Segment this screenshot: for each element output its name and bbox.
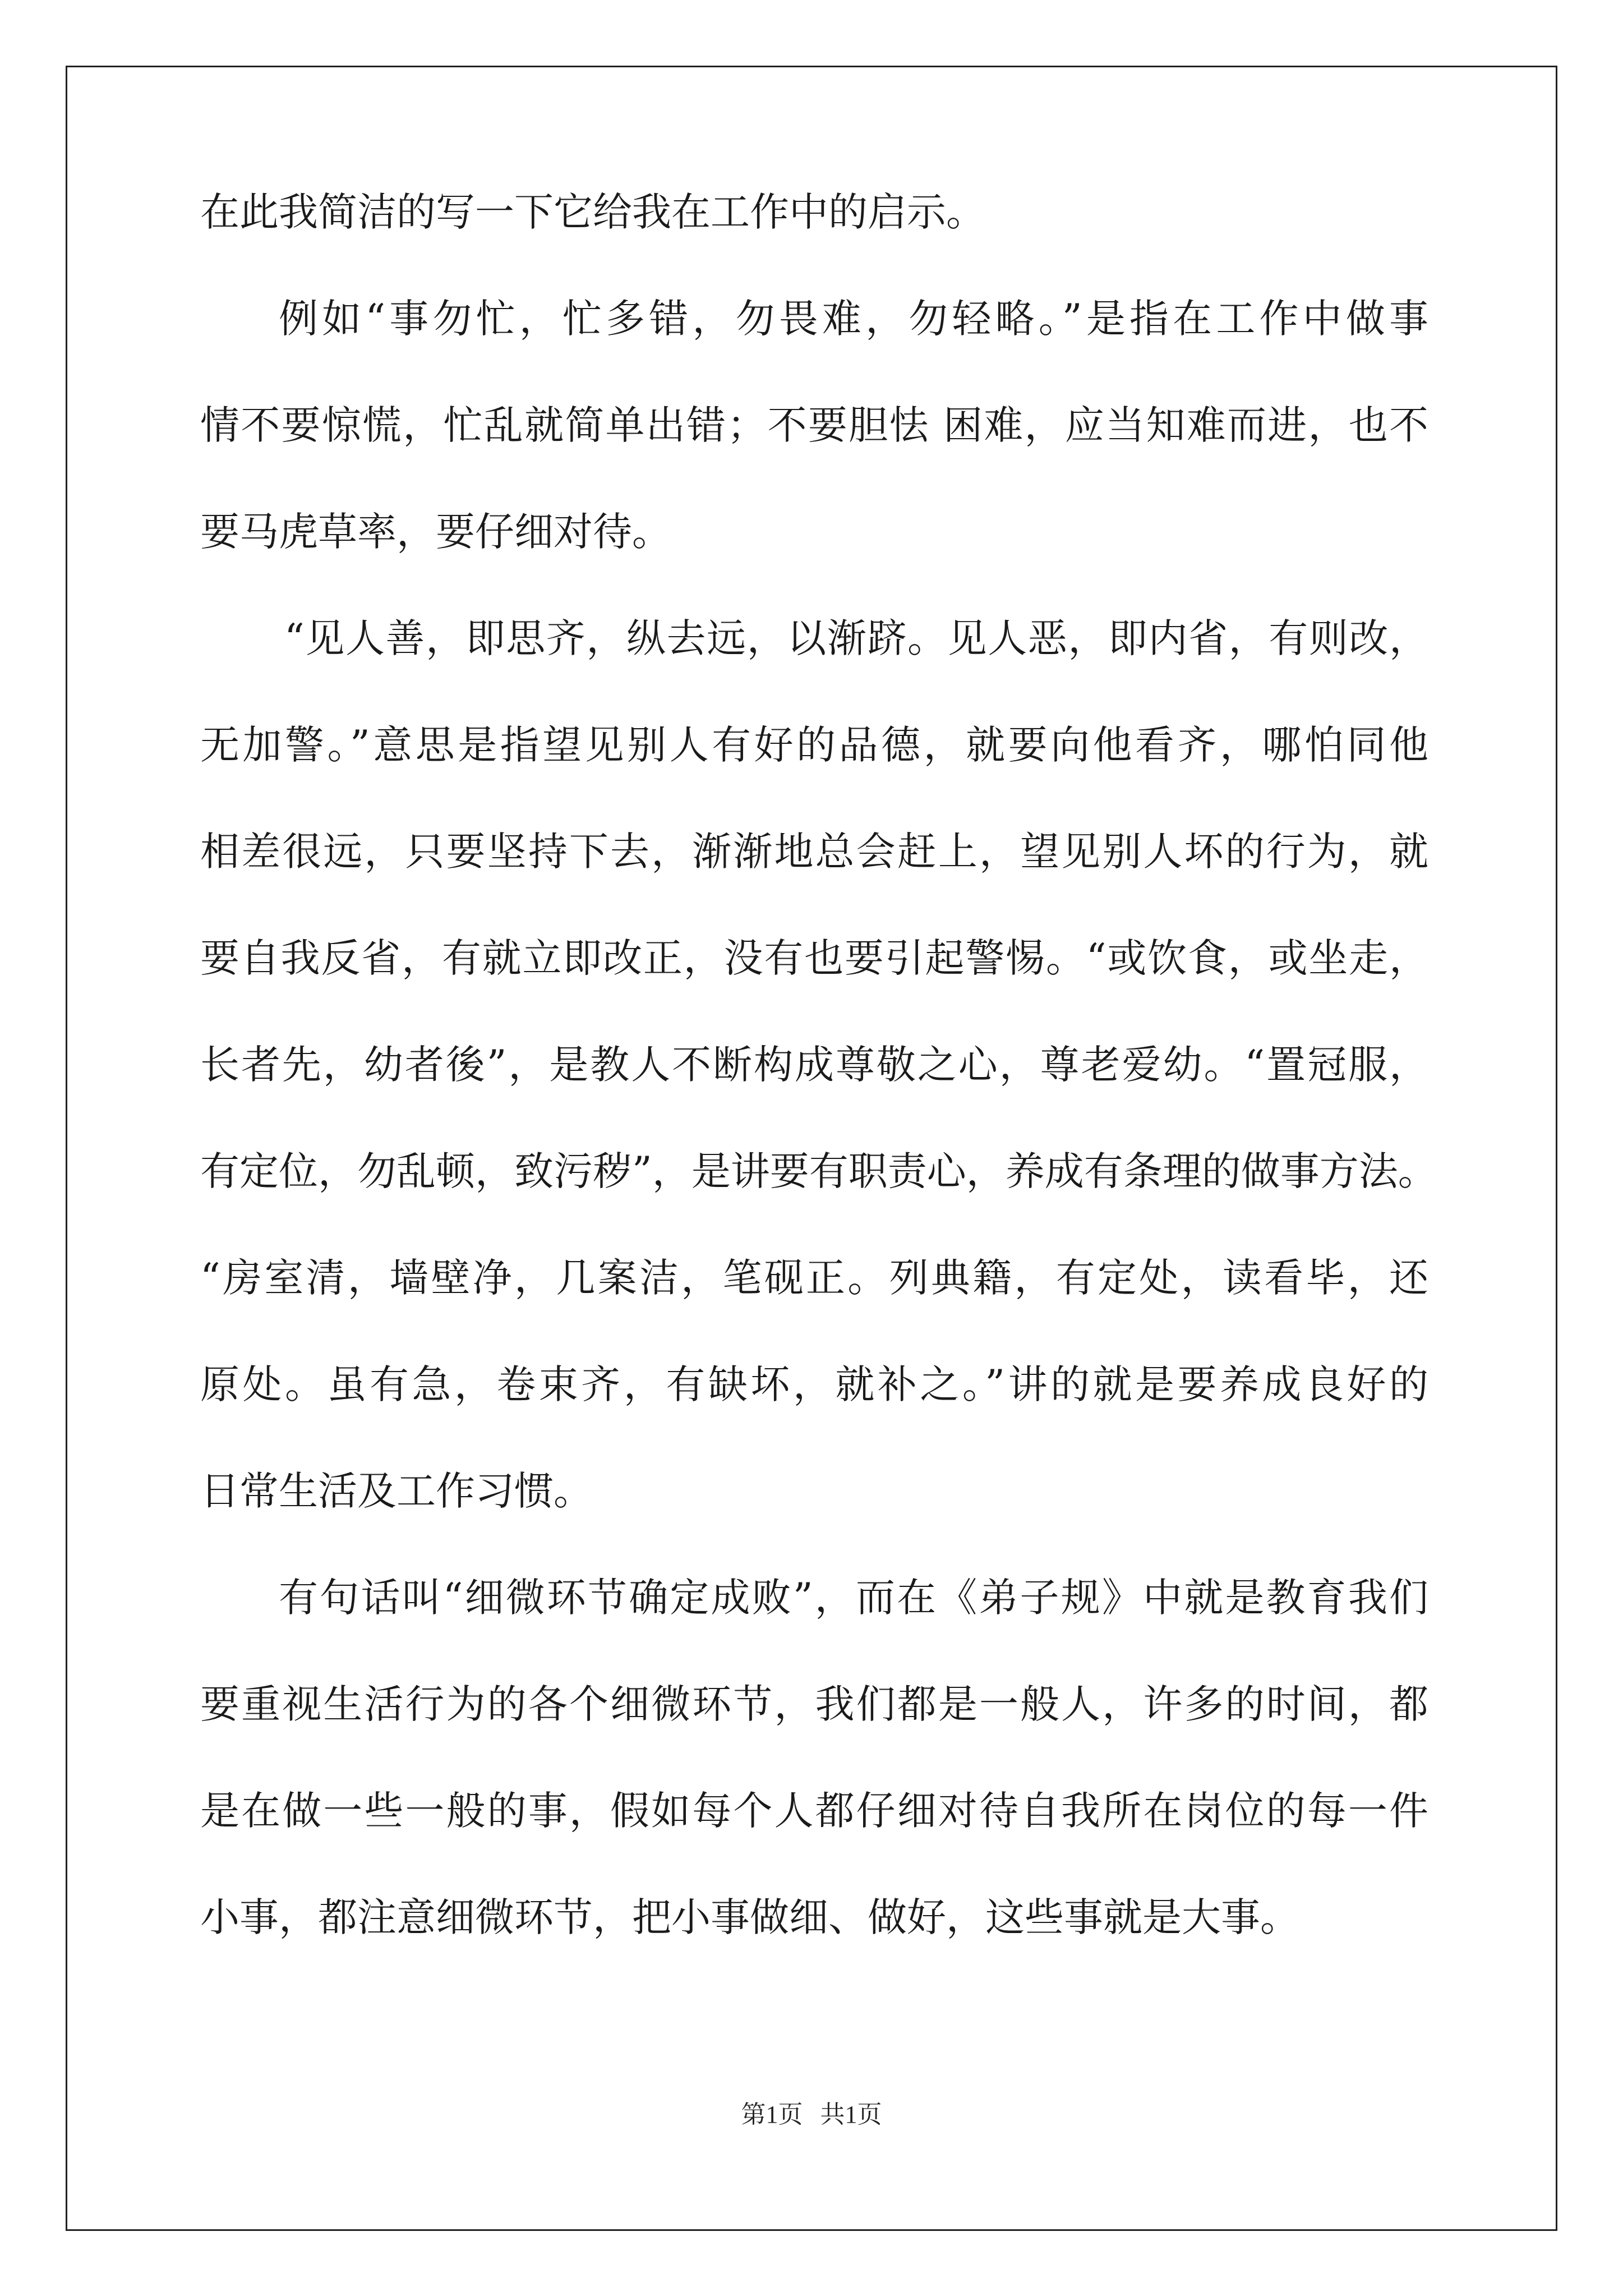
text-line: 例如“事勿忙，忙多错，勿畏难，勿轻略。”是指在工作中做事 — [279, 296, 1428, 342]
text-line: “见人善，即思齐，纵去远，以渐跻。见人恶，即内省，有则改， — [284, 615, 1428, 661]
page-number-current: 第1页 — [741, 2101, 803, 2128]
text-line: 是在做一些一般的事，假如每个人都仔细对待自我所在岗位的每一件 — [200, 1788, 1428, 1834]
text-line: 要马虎草率，要仔细对待。 — [200, 509, 671, 555]
text-line: 有句话叫“细微环节确定成败”，而在《弟子规》中就是教育我们 — [279, 1575, 1428, 1621]
text-line: 原处。虽有急，卷束齐，有缺坏，就补之。”讲的就是要养成良好的 — [200, 1361, 1428, 1407]
page-footer — [0, 2098, 1623, 2132]
text-line: 要自我反省，有就立即改正，没有也要引起警惕。“或饮食，或坐走， — [200, 935, 1428, 981]
text-line: 要重视生活行为的各个细微环节，我们都是一般人，许多的时间，都 — [200, 1681, 1428, 1727]
text-line: 小事，都注意细微环节，把小事做细、做好，这些事就是大事。 — [200, 1894, 1299, 1940]
document-body — [200, 185, 1437, 1997]
text-line: 日常生活及工作习惯。 — [200, 1468, 593, 1514]
text-line: 相差很远，只要坚持下去，渐渐地总会赶上，望见别人坏的行为，就 — [200, 829, 1428, 875]
text-line: 情不要惊慌，忙乱就简单出错；不要胆怯 困难，应当知难而进，也不 — [200, 402, 1428, 448]
text-line: 有定位，勿乱顿，致污秽”，是讲要有职责心，养成有条理的做事方法。 — [200, 1148, 1437, 1194]
text-line: 在此我简洁的写一下它给我在工作中的启示。 — [200, 189, 985, 235]
text-line: 长者先，幼者後”，是教人不断构成尊敬之心，尊老爱幼。“置冠服， — [200, 1042, 1428, 1088]
text-line: 无加警。”意思是指望见别人有好的品德，就要向他看齐，哪怕同他 — [200, 722, 1428, 768]
text-line: “房室清，墙壁净，几案洁，笔砚正。列典籍，有定处，读看毕，还 — [200, 1255, 1428, 1301]
page-number-total: 共1页 — [820, 2101, 882, 2128]
